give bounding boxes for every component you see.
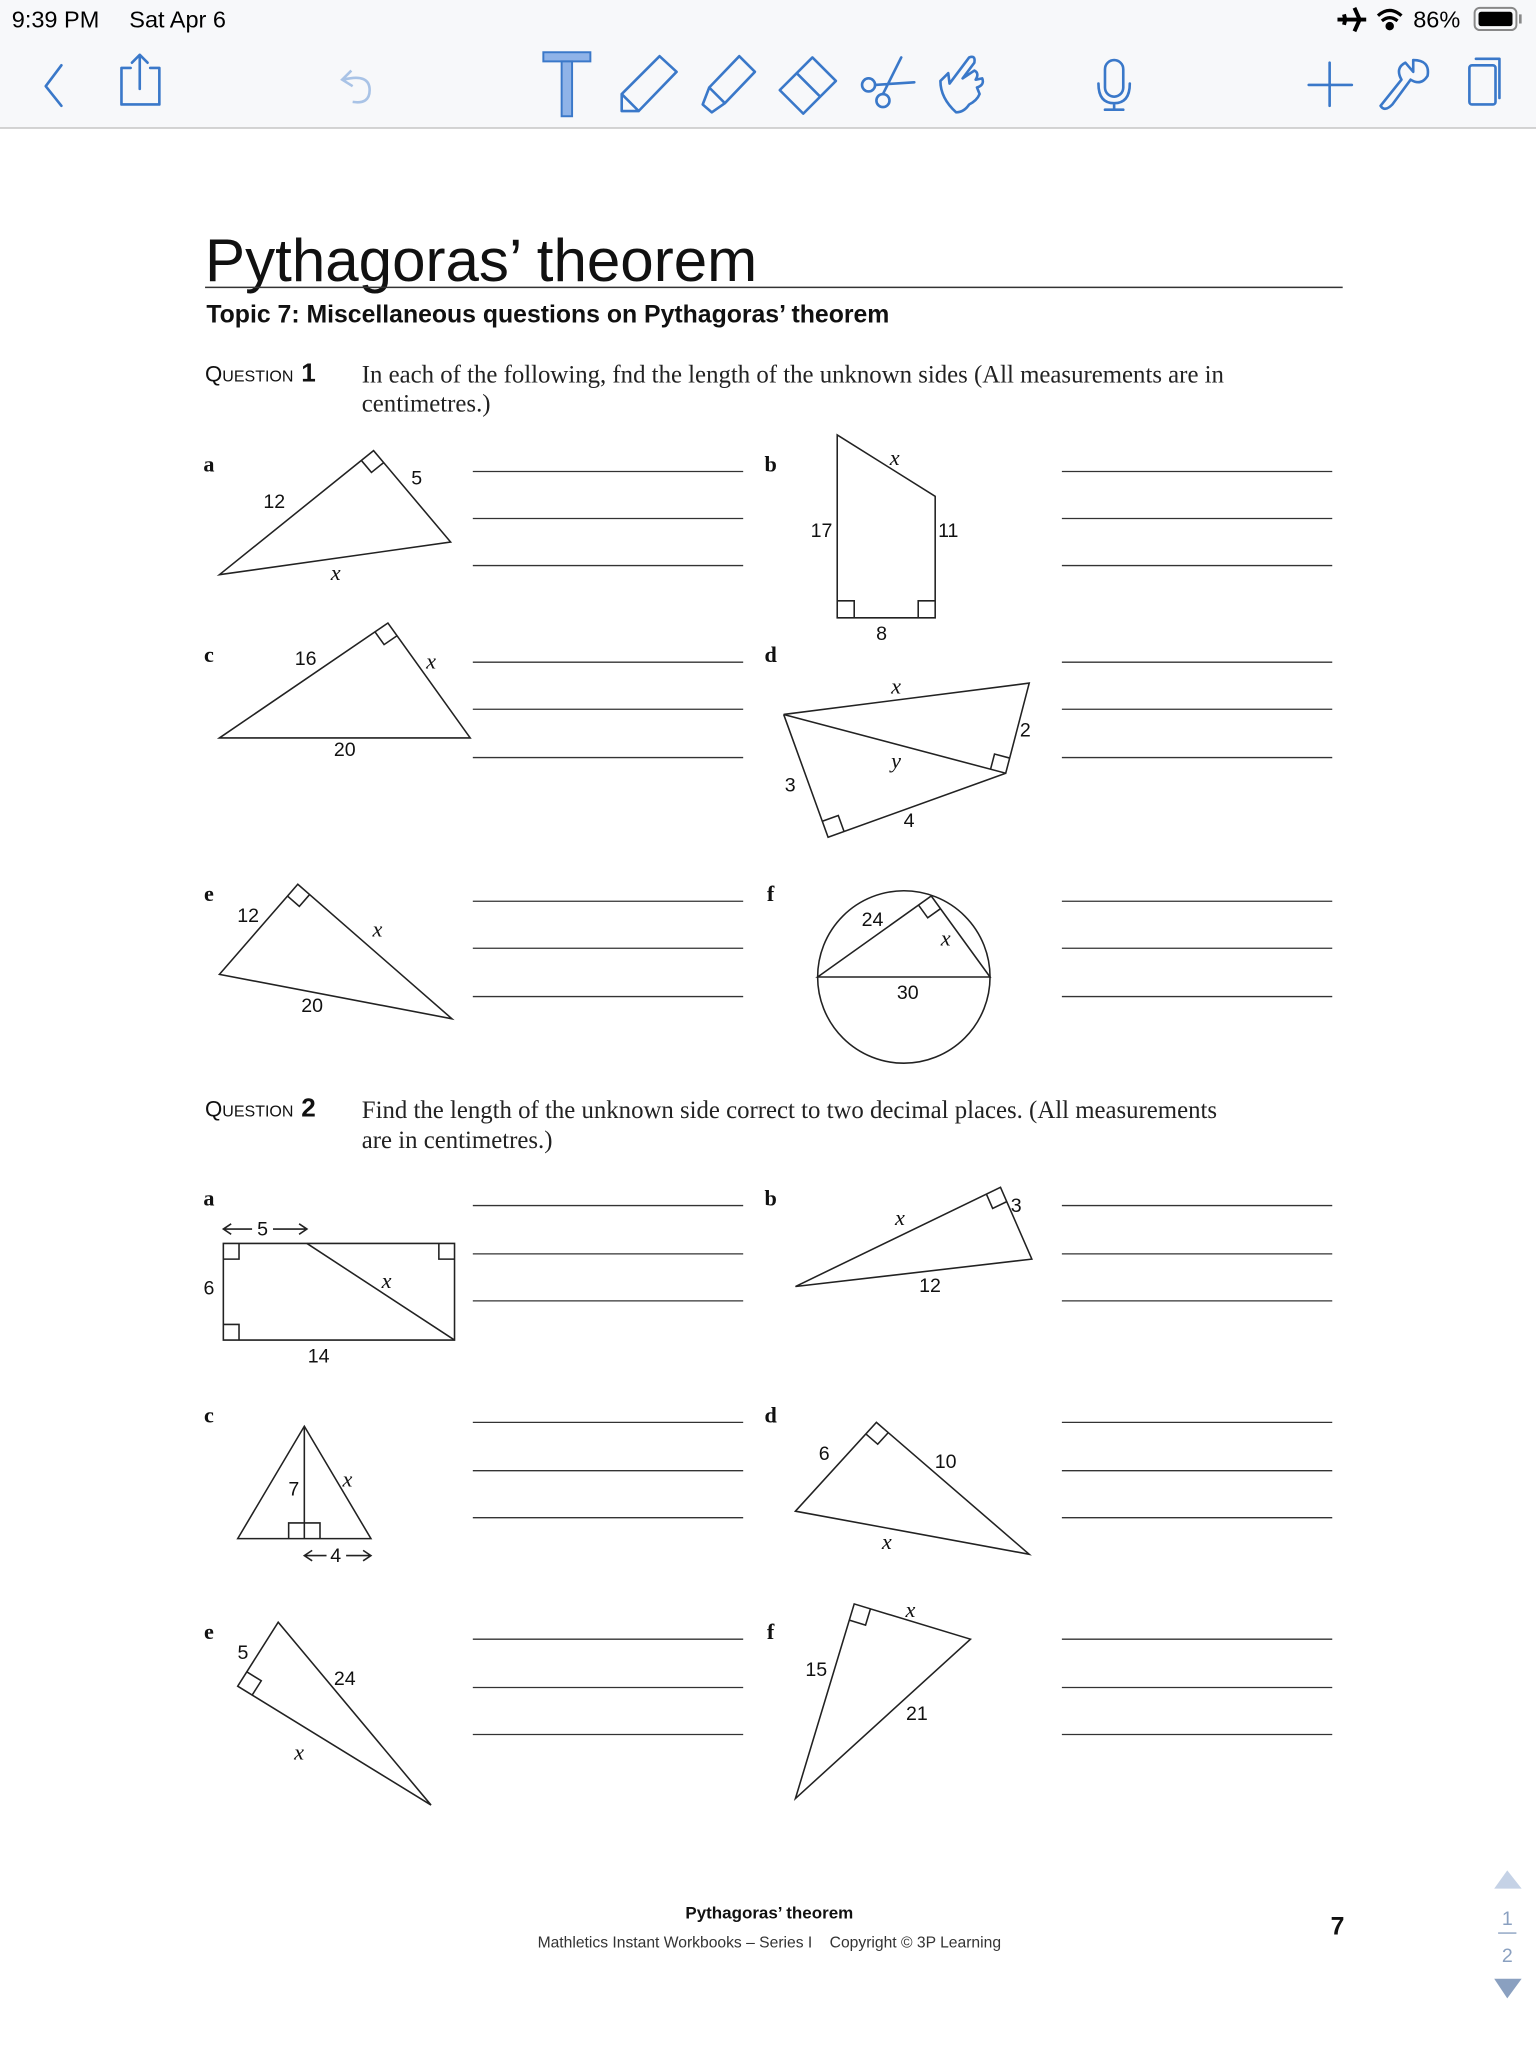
side-label: 11: [938, 519, 959, 542]
diagram-line: [866, 1433, 888, 1445]
diagram-line: [795, 1604, 970, 1799]
side-label: x: [342, 1466, 353, 1492]
part-letter: a: [203, 451, 215, 477]
part-letter: a: [203, 1185, 215, 1211]
diagram-line: [238, 1622, 431, 1805]
diagram-line: [784, 714, 1006, 837]
side-label: 12: [263, 491, 286, 514]
diagram-line: [837, 435, 935, 618]
diagram-line: [247, 1672, 261, 1695]
question-number: 2: [301, 1092, 316, 1123]
diagram-line: [223, 1243, 454, 1340]
previous-page-arrow-icon[interactable]: [1494, 1870, 1521, 1888]
side-label: 5: [237, 1641, 249, 1664]
q1-figure-b: [764, 435, 1332, 645]
side-label: x: [426, 648, 436, 674]
side-label: 12: [919, 1274, 941, 1297]
question-2-text-line2: are in centimetres.): [361, 1127, 553, 1155]
question-1-text-line1: In each of the following, fnd the length of the unknown sides (All measurements are in: [361, 361, 1224, 389]
side-label: x: [894, 1205, 905, 1231]
side-label: x: [889, 444, 900, 470]
side-label: 3: [784, 774, 796, 797]
side-label: x: [294, 1739, 305, 1765]
footer-title: Pythagoras’ theorem: [685, 1903, 854, 1923]
question-2-text-line1: Find the length of the unknown side correct to two decimal places. (All measurements: [361, 1097, 1218, 1125]
next-page-arrow-icon[interactable]: [1494, 1979, 1521, 1999]
side-label: 6: [203, 1277, 215, 1300]
side-label: 2: [1019, 719, 1031, 742]
diagram-line: [223, 1243, 239, 1259]
side-label: 4: [903, 809, 915, 832]
side-label: 20: [301, 995, 324, 1018]
side-label: 3: [1010, 1195, 1022, 1218]
diagram-line: [837, 601, 854, 618]
side-label: 7: [288, 1478, 300, 1501]
total-pages: 2: [1501, 1944, 1513, 1967]
status-date: Sat Apr 6: [129, 6, 226, 33]
question-label: Question: [205, 1096, 294, 1122]
topic-heading: Topic 7: Miscellaneous questions on Pythagoras’ theorem: [206, 301, 890, 329]
part-letter: c: [204, 1402, 214, 1428]
question-number: 1: [301, 357, 316, 388]
side-label: 30: [896, 982, 919, 1005]
part-letter: f: [766, 1619, 775, 1645]
side-label: 4: [330, 1545, 342, 1568]
battery-percent: 86%: [1413, 6, 1461, 33]
svg-text:Question1: [205, 357, 316, 387]
side-label: y: [891, 748, 901, 773]
side-label: 17: [810, 519, 833, 542]
diagram-line: [795, 1422, 1029, 1554]
q2-figure-c: [204, 1402, 743, 1567]
part-letter: b: [764, 1185, 777, 1211]
part-letter: d: [764, 1402, 777, 1428]
q1-figure-d: [764, 642, 1332, 837]
diagram-line: [219, 623, 470, 738]
side-label: x: [381, 1267, 392, 1293]
svg-text:Question2: [205, 1093, 316, 1123]
current-page: 1: [1501, 1908, 1513, 1931]
part-letter: d: [764, 642, 777, 668]
side-label: 24: [861, 909, 884, 932]
question-2-heading: [205, 1093, 1217, 1154]
question-1-text-line2: centimetres.): [361, 390, 491, 418]
side-label: 15: [805, 1658, 828, 1681]
diagram-line: [361, 460, 383, 472]
q2-figure-f: [767, 1597, 1332, 1799]
side-label: 10: [934, 1451, 957, 1474]
q2-figure-e: [204, 1619, 743, 1805]
side-label: x: [881, 1529, 892, 1555]
diagram-line: [818, 896, 990, 977]
side-label: x: [940, 925, 951, 951]
page-title: Pythagoras’ theorem: [205, 226, 758, 294]
footer-credit: Mathletics Instant Workbooks – Series I Copyright © 3P Learning: [537, 1934, 1002, 1952]
side-label: x: [330, 559, 341, 585]
side-label: x: [905, 1596, 916, 1622]
side-label: 24: [333, 1667, 356, 1690]
part-letter: c: [204, 642, 214, 668]
q1-figure-c: [204, 623, 743, 761]
diagram-line: [918, 601, 935, 618]
diagram-line: [919, 905, 941, 918]
q2-figure-b: [764, 1186, 1332, 1301]
side-label: 21: [906, 1703, 928, 1726]
side-label: x: [372, 916, 383, 942]
side-label: 8: [876, 623, 888, 645]
side-label: 6: [818, 1443, 830, 1466]
diagram-line: [439, 1243, 455, 1259]
side-label: 14: [307, 1345, 330, 1368]
document-page: [203, 227, 1344, 1952]
side-label: 20: [333, 739, 356, 762]
side-label: 5: [411, 467, 423, 490]
page-number: 7: [1330, 1913, 1345, 1941]
question-label: Question: [205, 361, 294, 387]
part-letter: f: [766, 881, 775, 907]
q1-figure-a: [203, 451, 743, 585]
page-indicator[interactable]: [1494, 1870, 1521, 1998]
q2-figure-a: [203, 1186, 743, 1368]
side-label: 12: [237, 905, 260, 928]
status-time: 9:39 PM: [11, 6, 100, 33]
q2-figure-d: [764, 1402, 1332, 1554]
side-label: 16: [294, 647, 317, 670]
diagram-line: [375, 632, 397, 645]
diagram-line: [288, 895, 310, 907]
diagram-line: [223, 1324, 239, 1340]
diagram-line: [795, 1187, 1031, 1286]
top-bar: [0, 0, 1536, 128]
part-letter: e: [204, 881, 214, 907]
q1-figure-e: [204, 881, 743, 1019]
part-letter: e: [204, 1619, 214, 1645]
side-label: x: [891, 673, 901, 699]
part-letter: b: [764, 451, 777, 477]
side-label: 5: [257, 1218, 268, 1241]
question-1-heading: [205, 357, 1224, 417]
q1-figure-f: [767, 881, 1332, 1063]
